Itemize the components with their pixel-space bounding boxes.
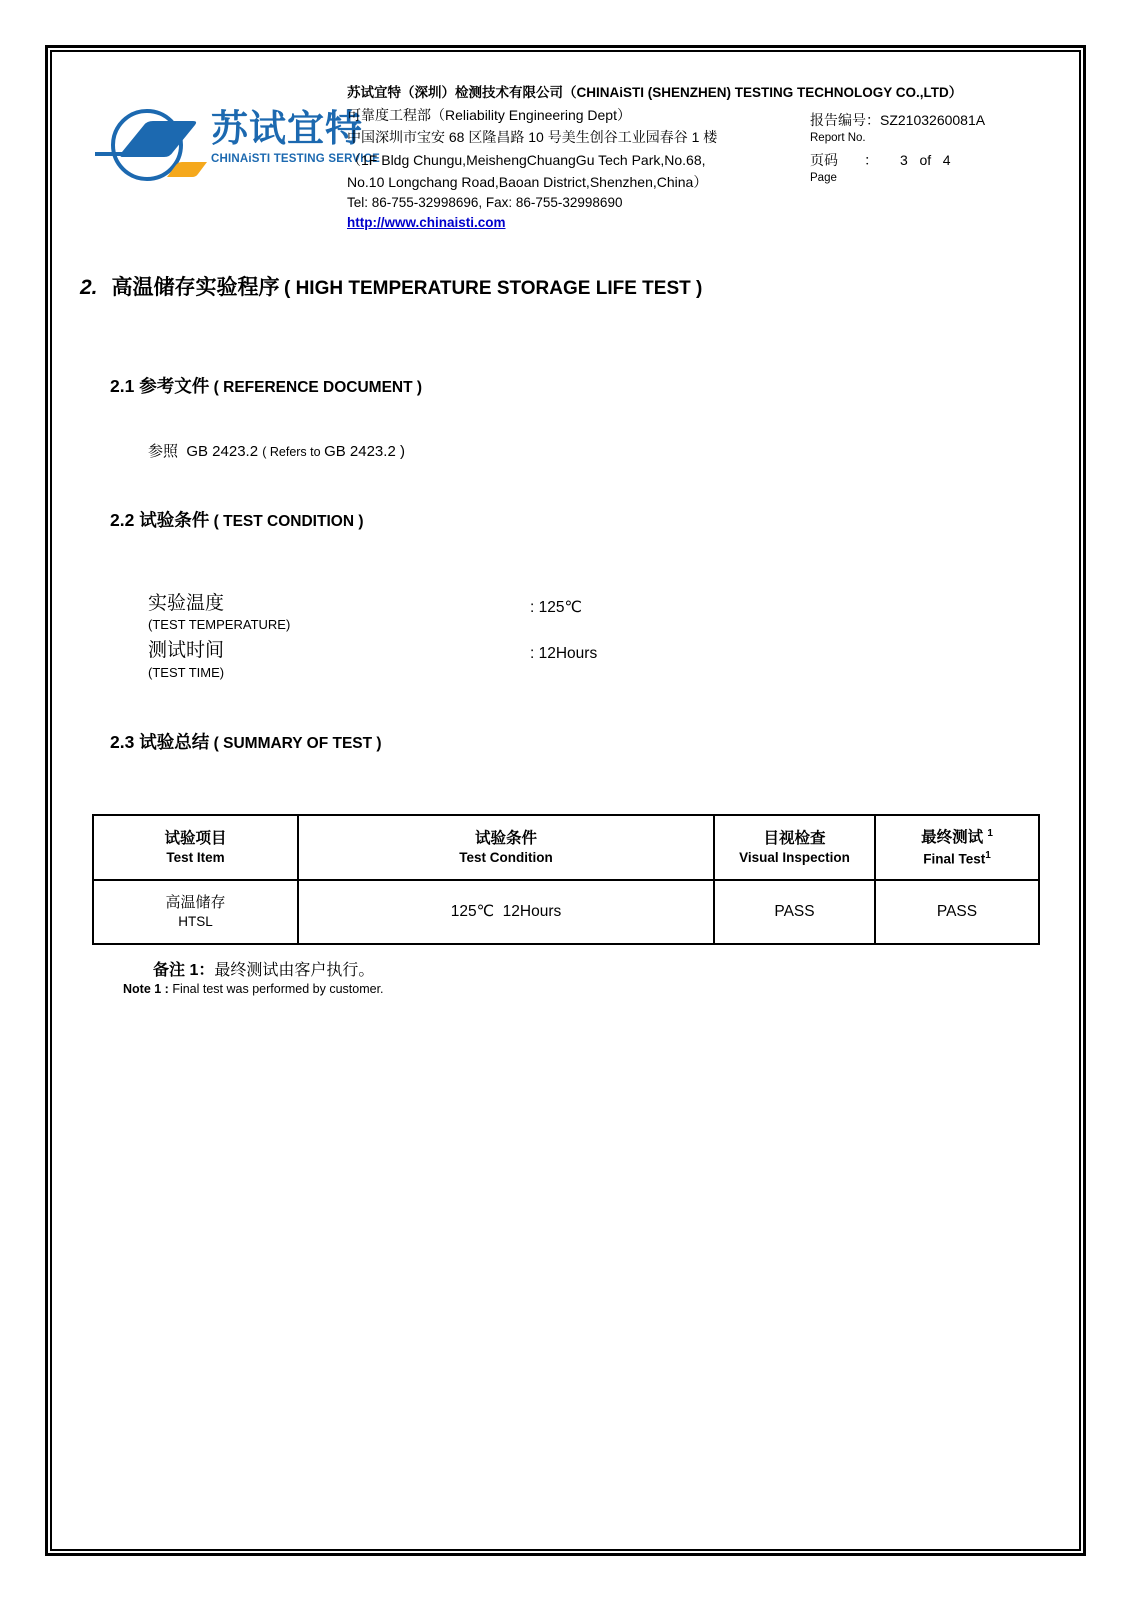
header-test-item-en: Test Item (166, 850, 225, 866)
logo-brand-cn: 苏试宜特 (211, 108, 363, 149)
note-block (80, 957, 1046, 996)
header-final-test-cn: 最终测试 $^1$ (921, 827, 993, 846)
page-sublabel: Page (810, 171, 837, 184)
condition-row-time (148, 639, 1046, 683)
header-final-test-en: Final Test$^1$ (923, 849, 991, 867)
summary-table-header-row (93, 815, 1039, 880)
note-en (123, 982, 1046, 996)
header-test-condition (298, 815, 714, 880)
condition-row-temperature (148, 592, 1046, 636)
report-no-sublabel: Report No. (810, 131, 866, 144)
header-test-condition-en: Test Condition (459, 850, 553, 866)
header-test-item-cn: 试验项目 (164, 829, 227, 847)
cell-final-test: PASS (875, 880, 1039, 944)
address-en-1: （1F Bldg Chungu,MeishengChuangGu Tech Park,No.68, (347, 151, 706, 168)
section-2-1-title-cn: 2.1 参考文件 (110, 375, 210, 396)
note-cn-text: 最终测试由客户执行。 (214, 961, 375, 979)
page-value: 3 of 4 (900, 151, 951, 168)
header-visual-inspection-cn: 目视检查 (763, 829, 826, 847)
header-test-item (93, 815, 298, 880)
test-temperature-value: : 125℃ (530, 598, 582, 616)
reference-main: 参照 GB 2423.2 (148, 442, 263, 460)
section-2-title-en: ( HIGH TEMPERATURE STORAGE LIFE TEST ) (283, 277, 703, 299)
reference-line (148, 440, 1046, 461)
logo-brand-en: CHINAiSTI TESTING SERVICE (211, 152, 381, 165)
section-2-number: 2. (80, 275, 98, 299)
test-time-label-cn: 测试时间 (148, 640, 225, 662)
header-info (347, 79, 1046, 233)
cell-test-condition: 125℃ 12Hours (298, 880, 714, 944)
report-meta-block (810, 104, 985, 233)
company-address-block (347, 104, 810, 233)
section-2-3-title-en: ( SUMMARY OF TEST ) (213, 734, 382, 752)
section-2-2-title-en: ( TEST CONDITION ) (213, 512, 364, 530)
cell-test-item-en: HTSL (178, 914, 213, 930)
header-test-condition-cn: 试验条件 (474, 829, 537, 847)
section-2-title-cn: 高温储存实验程序 (111, 275, 280, 299)
report-no-value: SZ2103260081A (880, 111, 986, 128)
cell-test-item-cn: 高温储存 (165, 893, 226, 911)
address-en-2: No.10 Longchang Road,Baoan District,Shenzhen,China） (347, 174, 708, 191)
header-final-test (875, 815, 1039, 880)
page-label: 页码 (810, 151, 838, 168)
report-header (95, 79, 1046, 233)
section-2-1-title-en: ( REFERENCE DOCUMENT ) (213, 378, 423, 396)
summary-table (92, 814, 1040, 945)
section-2-2-title (110, 507, 1046, 532)
note-en-text: Final test was performed by customer. (168, 981, 384, 996)
header-visual-inspection (714, 815, 875, 880)
website-link[interactable]: http://www.chinaisti.com (347, 215, 506, 231)
summary-table-data-row (93, 880, 1039, 944)
report-no-label: 报告编号： (810, 111, 880, 128)
tel-fax-line: Tel: 86-755-32998696, Fax: 86-755-32998690 (347, 195, 623, 211)
section-2-3-title (110, 729, 1046, 754)
page-content (45, 45, 1086, 1556)
section-2-1-title (110, 373, 1046, 398)
test-time-value: : 12Hours (530, 645, 598, 663)
section-2-title (80, 271, 1046, 301)
test-temperature-label-cn: 实验温度 (148, 592, 225, 614)
reference-small: ( Refers to (262, 444, 325, 459)
header-visual-inspection-en: Visual Inspection (739, 850, 850, 866)
company-logo (95, 79, 381, 233)
address-cn: 中国深圳市宝安 68 区隆昌路 10 号美生创谷工业园春谷 1 楼 (347, 129, 718, 146)
section-2-2-title-cn: 2.2 试验条件 (110, 509, 210, 530)
cell-visual-inspection: PASS (714, 880, 875, 944)
section-2-3-title-cn: 2.3 试验总结 (110, 731, 210, 752)
reference-tail: GB 2423.2 ) (324, 442, 405, 460)
note-en-label: Note 1 : (123, 981, 169, 996)
page-colon: ： (864, 151, 878, 168)
website-line (347, 213, 810, 233)
note-cn (153, 957, 1046, 980)
cell-test-item (93, 880, 298, 944)
department-line: 可靠度工程部（Reliability Engineering Dept） (347, 106, 631, 123)
chinaisti-logo-icon (95, 101, 213, 187)
test-time-label-en: (TEST TIME) (148, 664, 225, 680)
note-cn-label: 备注 1： (153, 961, 215, 979)
test-conditions (148, 592, 1046, 683)
test-temperature-label-en: (TEST TEMPERATURE) (148, 617, 291, 633)
company-name: 苏试宜特（深圳）检测技术有限公司（CHINAiSTI (SHENZHEN) TESTING TECHNOLOGY CO.,LTD） (347, 85, 963, 100)
